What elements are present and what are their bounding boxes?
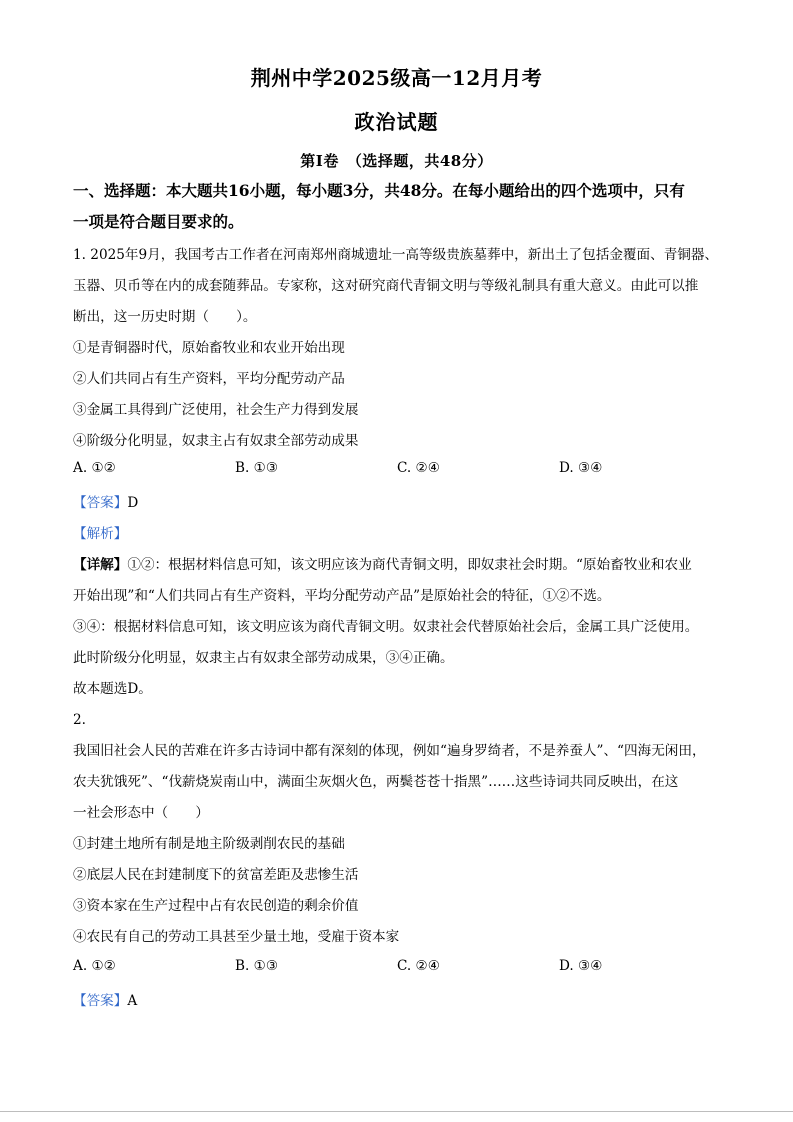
section-instruction-line-1: 一、选择题：本大题共16小题，每小题3分，共48分。在每小题给出的四个选项中，只有 (73, 181, 685, 200)
q1-stem-line-2: 玉器、贝币等在内的成套随葬品。专家称，这对研究商代青铜文明与等级礼制具有重大意义。由此可以推 (73, 278, 699, 294)
q1-statement-3: ③金属工具得到广泛使用，社会生产力得到发展 (73, 402, 359, 418)
subject-title: 政治试题 (354, 110, 439, 134)
q2-option-d[interactable]: D. ③④ (559, 958, 603, 974)
q1-analysis-tag: 【解析】 (73, 526, 128, 542)
q1-detail-line-2: 开始出现”和“人们共同占有生产资料，平均分配劳动产品”是原始社会的特征，①②不选。 (73, 588, 611, 604)
q1-statement-1: ①是青铜器时代，原始畜牧业和农业开始出现 (73, 340, 345, 356)
page-bottom-divider (0, 1111, 793, 1112)
q2-options (73, 958, 733, 978)
q1-answer-tag: 【答案】 (73, 495, 128, 511)
q1-option-c[interactable]: C. ②④ (397, 460, 440, 476)
q2-statement-4: ④农民有自己的劳动工具甚至少量土地，受雇于资本家 (73, 929, 400, 945)
q1-answer (73, 493, 733, 513)
q1-conclusion: 故本题选D。 (73, 681, 152, 697)
q1-answer-value: D (127, 495, 139, 511)
q2-statement-1: ①封建土地所有制是地主阶级剥削农民的基础 (73, 836, 345, 852)
q2-number: 2. (73, 712, 86, 728)
q1-statement-4: ④阶级分化明显，奴隶主占有奴隶全部劳动成果 (73, 433, 359, 449)
q1-detail-text-1: ①②：根据材料信息可知，该文明应该为商代青铜文明，即奴隶社会时期。“原始畜牧业和农业 (127, 557, 692, 573)
q2-statement-2: ②底层人民在封建制度下的贫富差距及悲惨生活 (73, 867, 359, 883)
q1-stem-line-1: 1. 2025年9月，我国考古工作者在河南郑州商城遗址一高等级贵族墓葬中，新出土了包括金覆面、青铜器、 (73, 247, 719, 263)
q2-option-b[interactable]: B. ①③ (235, 958, 279, 974)
section-instruction-line-2: 一项是符合题目要求的。 (73, 212, 244, 231)
q1-statement-2: ②人们共同占有生产资料，平均分配劳动产品 (73, 371, 345, 387)
q1-detail-line-1 (73, 555, 733, 575)
q1-option-d[interactable]: D. ③④ (559, 460, 603, 476)
q1-stem-line-3: 断出，这一历史时期（ ）。 (73, 309, 257, 325)
q2-stem-line-1: 我国旧社会人民的苦难在许多古诗词中都有深刻的体现，例如“遍身罗绮者，不是养蚕人”、“四海无闲田， (73, 743, 706, 759)
q2-stem-line-2: 农夫犹饿死”、“伐薪烧炭南山中，满面尘灰烟火色，两鬓苍苍十指黑”……这些诗词共同反映出，在这 (73, 774, 679, 790)
q1-analysis-heading (73, 524, 733, 544)
q1-option-b[interactable]: B. ①③ (235, 460, 279, 476)
q2-statement-3: ③资本家在生产过程中占有农民创造的剩余价值 (73, 898, 359, 914)
q2-answer (73, 991, 733, 1011)
q2-stem-line-3: 一社会形态中（ ） (73, 805, 209, 821)
q2-option-c[interactable]: C. ②④ (397, 958, 440, 974)
q1-option-a[interactable]: A. ①② (73, 460, 116, 476)
q1-detail-tag: 【详解】 (73, 557, 128, 573)
q2-answer-tag: 【答案】 (73, 993, 128, 1009)
q2-answer-value: A (127, 993, 138, 1009)
volume-heading: 第Ⅰ卷 （选择题，共48分） (300, 152, 493, 170)
q2-option-a[interactable]: A. ①② (73, 958, 116, 974)
q1-options (73, 460, 733, 480)
q1-detail-line-4: 此时阶级分化明显，奴隶主占有奴隶全部劳动成果，③④正确。 (73, 650, 454, 666)
exam-title: 荆州中学2025级高一12月月考 (250, 66, 543, 90)
q1-detail-line-3: ③④：根据材料信息可知，该文明应该为商代青铜文明。奴隶社会代替原始社会后，金属工具广泛使用。 (73, 619, 699, 635)
